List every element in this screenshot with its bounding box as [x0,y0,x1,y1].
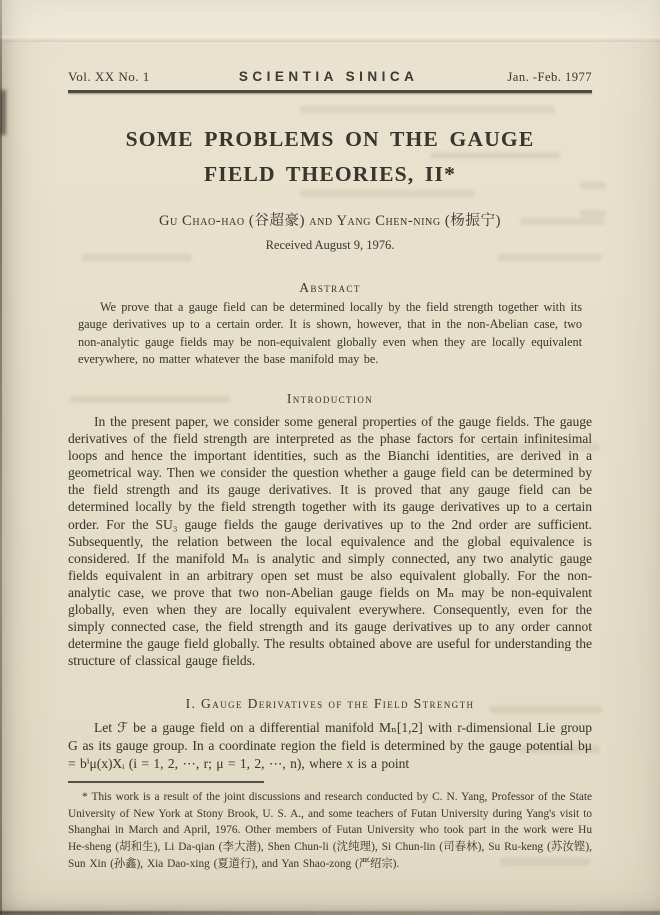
abstract-text: We prove that a gauge field can be determined locally by the field strength together with its gauge derivatives up to a certain order. It is shown, however, that in the non-Abelian case, two non-analytic gauge fields may be non-equivalent globally even when they are locally equivalent everywhere, no matter whatever the base manifold may be. [78,300,582,366]
bleed-through-artifact [300,106,555,113]
section-1-text: Let ℱ be a gauge field on a differential manifold Mₙ[1,2] with r-dimensional Lie group G as its gauge group. In a coordinate region the field is determined by the gauge potential bμ = bⁱμ(x)Xᵢ (i = 1, 2, ⋯, r; μ = 1, 2, ⋯, n), where x is a point [68,720,592,771]
introduction-text: In the present paper, we consider some general properties of the gauge fields. The gauge derivatives of the field strength are interpreted as the phase factors for certain infinitesimal loops and hence the important identities, such as the Bianchi identities, are derived in a geometrical way. Then we consider the question whether a gauge field can be determined by the field strength and its gauge derivatives. It is proved that any gauge field can be determined locally by the field strength together with its gauge derivatives up to a certain order. For the SU₃ gauge fields the gauge derivatives up to the 2nd order are sufficient. Subsequently, the relation between the local equivalence and the global equivalence is considered. If the manifold Mₙ is analytic and simply connected, any two analytic gauge fields equivalent in an arbitrary open set must be also equivalent globally. For the non-analytic case, we prove that two non-Abelian gauge fields on Mₙ may be non-equivalent globally, even when they are locally equivalent everywhere. Consequently, even for the simply connected case, the field strength and its gauge derivatives up to any order cannot determine the gauge field globally. The results obtained above are useful for understanding the structure of classical gauge fields. [68,414,592,669]
title-line-1: SOME PROBLEMS ON THE GAUGE [125,127,535,151]
journal-name: SCIENTIA SINICA [238,69,419,84]
scan-edge-left [0,0,2,915]
abstract-heading: Abstract [299,280,361,295]
bleed-through-artifact [497,254,602,261]
received-date: Received August 9, 1976. [265,238,395,252]
introduction-heading: Introduction [286,391,374,406]
scan-edge-bottom [0,911,660,915]
header-rule [68,90,592,93]
volume-number: Vol. XX No. 1 [68,69,150,84]
footnote-rule [68,781,264,783]
paper-top-band [0,0,660,36]
title-line-2: FIELD THEORIES, II* [203,162,457,186]
bleed-through-artifact [82,254,192,261]
footnote-text: * This work is a result of the joint discussions and research conducted by C. N. Yang, Professor of the State University of New York at Stony Brook, U. S. A., and some teachers of Futan University during Yang's visit to Shanghai in March and April, 1976. Other members of Futan University who took part in the work were Hu He-sheng (胡和生), Li Da-qian (李大潜), Shen Chun-li (沈纯理), Si Chun-lin (司春林), Su Ru-keng (苏汝铿), Sun Xin (孙鑫), Xia Dao-xing (夏道行), and Yan Shao-zong (严绍宗). [68,791,592,870]
fold-crease [0,36,660,42]
running-header [68,69,592,85]
article-title [0,122,660,192]
section-1-heading: I. Gauge Derivatives of the Field Strength [185,696,475,711]
scan-edge-smudge [0,90,6,135]
issue-date: Jan. -Feb. 1977 [507,70,592,84]
authors-line: Gu Chao-hao (谷超豪) and Yang Chen-ning (杨振宁) [158,213,502,229]
